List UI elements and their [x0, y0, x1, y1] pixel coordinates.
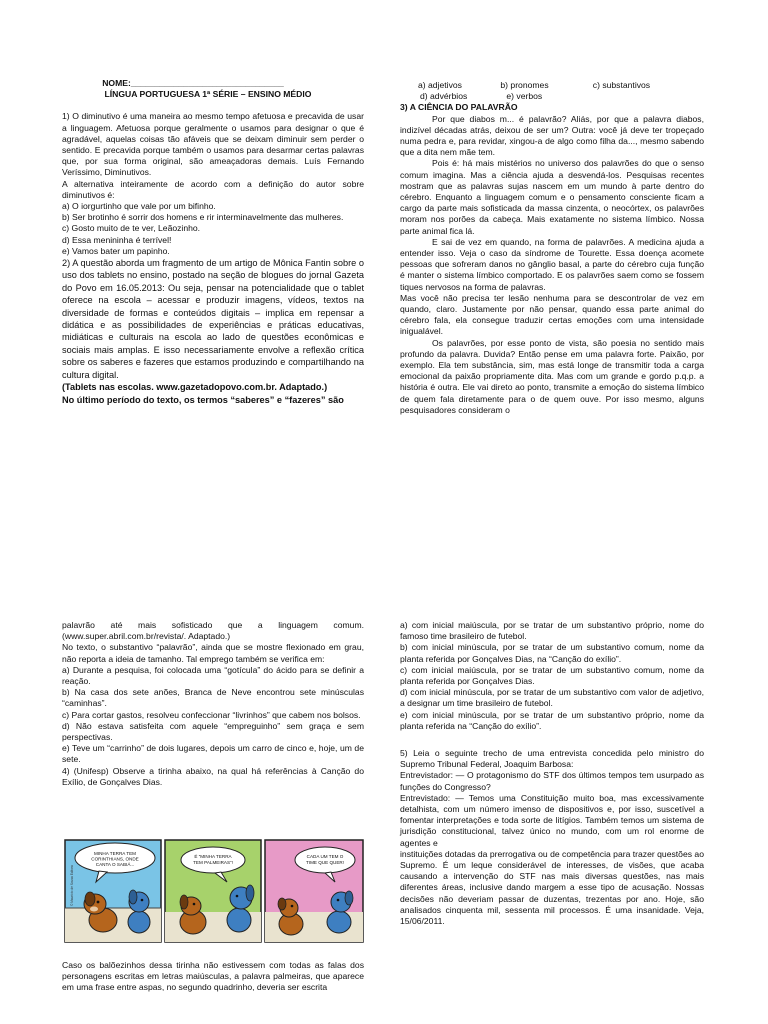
- q5-answer-2: instituições dotadas da prerrogativa ou de competência para trazer questões ao Supremo. É um leque considerável de interesses, de visões, que acaba causando a intervenção do STF nas mais diversas questões, nas mais diferentes áreas, inclusive dando margem a esse tipo de acusação. Nossas decisões não deveriam passar de duzentas, trezentas por ano. Hoje, são analisados cinquenta mil, sessenta mil processos. É uma insanidade. Veja, 15/06/2011.: [400, 848, 704, 927]
- comic-panel-3: [265, 840, 363, 942]
- q4-option-c: c) com inicial maiúscula, por se tratar de um substantivo comum, nome da planta referida por Gonçalves Dias.: [400, 664, 704, 687]
- q2-prompt: No último período do texto, os termos “saberes” e “fazeres” são: [62, 394, 344, 405]
- comic-speech-2-line-2: TEM PALMEIRAS”!: [193, 860, 233, 865]
- q1-option-a: a) O iorgurtinho que vale por um bifinho.: [62, 201, 216, 212]
- q3-paragraph-2: Pois é: há mais mistérios no universo dos palavrões do que o senso comum imagina. Mas a ciência ajuda a desvendá-los. Pesquisas recentes mostram que as palavras sujas nascem em um mundo à parte dentro do cérebro. Enquanto a linguagem comum e o pensamento consciente ficam a cargo da parte mais sofisticada da massa cinzenta, o neocórtex, os palavrões moram nos porões da cabeça. Mais exatamente no sistema límbico. Nossa parte animal fica lá.: [400, 158, 704, 236]
- comic-credit: © Maurício de Sousa Editora: [70, 865, 74, 906]
- comic-speech-2-line-1: É “MINHA TERRA: [194, 854, 232, 859]
- q3-paragraph-3: E sai de vez em quando, na forma de palavrões. A medicina ajuda a entender isso. Veja o caso da síndrome de Tourette. Essa doença acomete pessoas que sofreram danos no gânglio basal, a parte do cérebro cuja função é manter o sistema límbico comportado. E os palavrões saem como se fossem tiques nervosos na forma de palavras.: [400, 236, 704, 292]
- q2-option-e: e) verbos: [506, 91, 543, 102]
- comic-speech-1-line-2: CORINTHIANS, ONDE: [91, 856, 139, 862]
- q4-text: 4) (Unifesp) Observe a tirinha abaixo, na qual há referências à Canção do Exílio, de Gonçalves Dias.: [62, 765, 364, 787]
- name-line: NOME:________________________________: [102, 78, 284, 88]
- q2-text: 2) A questão aborda um fragmento de um artigo de Mônica Fantin sobre o uso dos tablets no ensino, postado na seção de blogues do jornal Gazeta do Povo em 16.05.2013: Ou seja, pensar na potencialidade que o tablet oferece na escola – acessar e produzir imagens, vídeos, textos na diversidade de formas e conteúdos digitais – implica em repensar a didática e as possibilidades de experiências e práticas educativas, midiáticas e culturais na escola ao lado de questões econômicas e sociais mais amplas. E isso necessariamente envolve a reflexão crítica sobre os saberes e fazeres que estamos produzindo e compartilhando na cultura digital.: [62, 258, 364, 380]
- q3-paragraph-4: Mas você não precisa ter lesão nenhuma para se descontrolar de vez em quando, claro. Justamente por não pensar, quando essa parte animal do cérebro fala, ela consegue traduzir certas emoções com uma intensidade inigualável.: [400, 292, 704, 337]
- bottom-left-column-continued: [62, 960, 364, 994]
- q4-option-e: e) com inicial minúscula, por se tratar de um substantivo próprio, nome da planta referida na “Canção do exílio”.: [400, 709, 704, 731]
- q2-option-a: a) adjetivos: [418, 80, 462, 90]
- page-subtitle: LÍNGUA PORTUGUESA 1ª SÉRIE – ENSINO MÉDIO: [104, 89, 312, 100]
- q1-option-b: b) Ser brotinho é sorrir dos homens e rir interminavelmente das mulheres.: [62, 212, 344, 223]
- q1-text: 1) O diminutivo é uma maneira ao mesmo tempo afetuosa e precavida de usar a linguagem. Afetuosa porque geralmente o usamos para designar o que é agradável, aquelas coisas tão afáveis que se deixam diminuir sem perder o sentido. E precavida porque também o usamos para desarmar certas palavras que, por sua forma original, são ameaçadoras demais. Luís Fernando Veríssimo, Diminutivos.: [62, 111, 364, 178]
- q4-after-text: Caso os balõezinhos dessa tirinha não estivessem com todas as falas dos personagens escritas em letras maiúsculas, a palavra palmeiras, que aparece em uma frase entre aspas, no segundo quadrinho, deveria ser escrita: [62, 960, 364, 993]
- q3-prompt: No texto, o substantivo “palavrão”, ainda que se mostre flexionado em grau, não reporta a ideia de tamanho. Tal emprego também se verifica em:: [62, 642, 364, 664]
- comic-speech-1-line-3: CANTA O SABIÁ...: [95, 862, 135, 867]
- q3-option-a: a) Durante a pesquisa, foi colocada uma “gotícula” do ácido para se definir a reação.: [62, 664, 364, 687]
- comic-strip-image: [63, 838, 365, 944]
- comic-speech-3-line-2: TIME QUE QUER!: [305, 860, 345, 865]
- q5-question: Entrevistador: — O protagonismo do STF dos últimos tempos tem usurpado as funções do Congresso?: [400, 770, 704, 792]
- q5-answer-1: Entrevistado: — Temos uma Constituição muito boa, mas excessivamente detalhista, com um número imenso de dispositivos e, por isso, suscetível a fomentar interpretações e toda sorte de litígios. Também temos um sistema de jurisdição constitucional, talvez único no mundo, com um rol enorme de agentes e: [400, 792, 704, 848]
- comic-speech-3-line-1: CADA UM TEM O: [306, 854, 344, 859]
- q5-intro: 5) Leia o seguinte trecho de uma entrevista concedida pelo ministro do Supremo Tribunal Federal, Joaquim Barbosa:: [400, 748, 704, 770]
- q3-option-e: e) Teve um “carrinho” de dois lugares, depois um carro de cinco e, hoje, um de sete.: [62, 743, 364, 765]
- q2-option-b: b) pronomes: [500, 80, 549, 90]
- q4-option-b: b) com inicial minúscula, por se tratar de um substantivo comum, nome da planta referida por Gonçalves Dias, na “Canção do exílio”.: [400, 642, 704, 664]
- q3-title: 3) A CIÊNCIA DO PALAVRÃO: [400, 102, 518, 113]
- q2-source: (Tablets nas escolas. www.gazetadopovo.com.br. Adaptado.): [62, 382, 328, 393]
- top-right-column: [400, 80, 704, 416]
- q4-option-d: d) com inicial minúscula, por se tratar de um substantivo com valor de adjetivo, a designar um time brasileiro de futebol.: [400, 687, 704, 709]
- q4-option-a: a) com inicial maiúscula, por se tratar de um substantivo próprio, nome do famoso time brasileiro de futebol.: [400, 620, 704, 642]
- q3-paragraph-6: palavrão até mais sofisticado que a linguagem comum. (www.super.abril.com.br/revista/. Adaptado.): [62, 620, 364, 642]
- q1-option-c: c) Gosto muito de te ver, Leãozinho.: [62, 223, 201, 234]
- q1-prompt: A alternativa inteiramente de acordo com a definição do autor sobre diminutivos é:: [62, 178, 364, 200]
- comic-speech-1-line-1: MINHA TERRA TEM: [94, 851, 136, 856]
- q1-option-e: e) Vamos bater um papinho.: [62, 245, 170, 256]
- q3-option-d: d) Não estava satisfeita com aquele “empreguinho” sem graça e sem perspectivas.: [62, 720, 364, 743]
- q3-paragraph-1: Por que diabos m... é palavrão? Aliás, por que a palavra diabos, indizível décadas atrás, deixou de ser um? Outra: você já deve ter tropeçado numa pedra e, para revidar, xingou-a de algo como filha da..., mesmo sabendo que a dita nem mãe tem.: [400, 113, 704, 158]
- bottom-right-column: [400, 620, 704, 927]
- q3-option-b: b) Na casa dos sete anões, Branca de Neve encontrou sete minúsculas “caminhas”.: [62, 687, 364, 709]
- q1-option-d: d) Essa menininha é terrível!: [62, 234, 172, 245]
- q2-options-row-2: [400, 91, 704, 102]
- top-left-column: [62, 78, 364, 406]
- q3-option-c: c) Para cortar gastos, resolveu confeccionar “livrinhos” que cabem nos bolsos.: [62, 709, 361, 720]
- q2-option-c: c) substantivos: [592, 80, 651, 90]
- comic-panel-1: [65, 840, 161, 942]
- comic-panel-2: [165, 840, 261, 942]
- comic-strip: [63, 838, 365, 944]
- q2-option-d: d) advérbios: [420, 91, 468, 102]
- bottom-left-column: [62, 620, 364, 788]
- q3-paragraph-5: Os palavrões, por esse ponto de vista, são poesia no sentido mais profundo da palavra. Duvida? Então pense em uma palavra forte. Paixão, por exemplo. Ela tem substância, sim, mas está longe de transmitir toda a carga emocional da paixão propriamente dita. Mas com um grande e gordo p.q.p. a história é outra. Ele vai direto ao ponto, transmite a emoção do sistema límbico de quem fala diretamente para o de quem ouve. Por isso mesmo, alguns pesquisadores consideram o: [400, 337, 704, 415]
- q2-options-row-1: [400, 80, 704, 91]
